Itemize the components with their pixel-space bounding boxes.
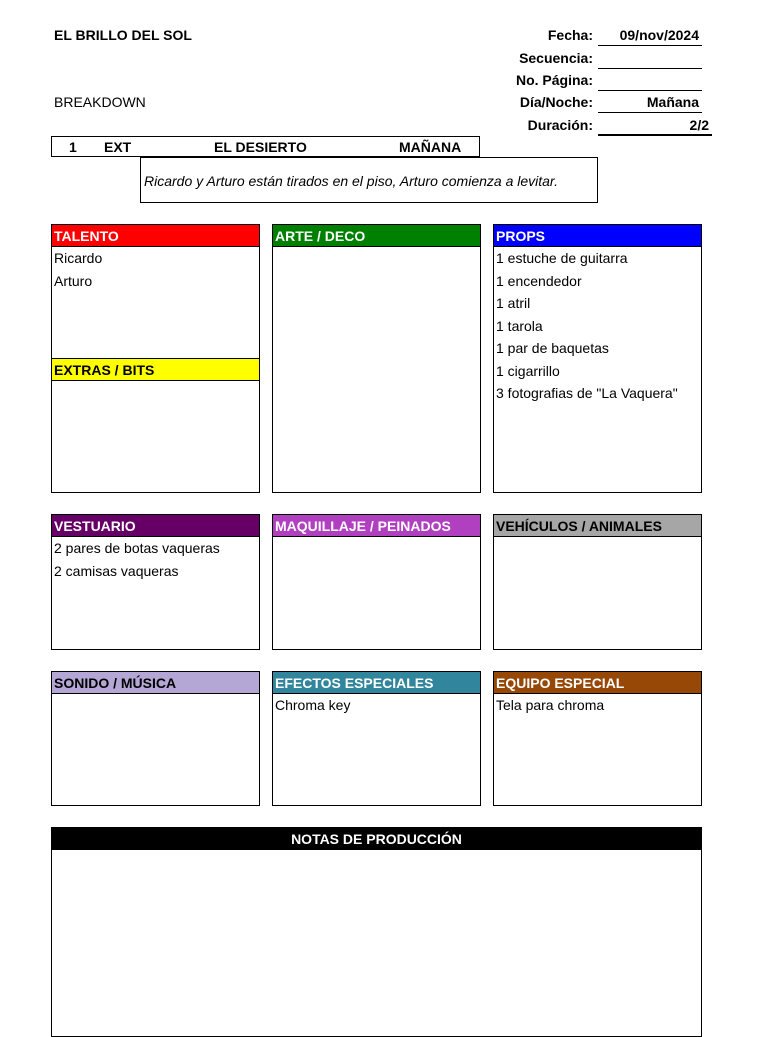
- panel-vestuario-item: 2 pares de botas vaqueras: [54, 540, 220, 556]
- scene-location: EL DESIERTO: [214, 139, 307, 155]
- panel-talento: [51, 224, 260, 359]
- panel-props-item: 1 atril: [496, 295, 531, 311]
- pagina-value[interactable]: [598, 72, 702, 91]
- panel-extras-items: [52, 381, 259, 382]
- scene-time: MAÑANA: [399, 139, 462, 155]
- panel-vehiculos-items: [494, 537, 701, 538]
- panel-equipo-item: Tela para chroma: [496, 697, 605, 713]
- panel-efectos-item: Chroma key: [275, 697, 351, 713]
- scene-synopsis: Ricardo y Arturo están tirados en el piso, Arturo comienza a levitar.: [140, 157, 598, 203]
- production-title: EL BRILLO DEL SOL: [54, 27, 192, 43]
- panel-props-item: 1 encendedor: [496, 272, 582, 289]
- panel-arte-items: [273, 247, 480, 248]
- panel-props-item: 1 estuche de guitarra: [496, 250, 628, 266]
- panel-talento-header: TALENTO: [52, 225, 259, 247]
- panel-sonido: [51, 671, 260, 806]
- panel-vestuario: [51, 514, 260, 650]
- panel-efectos-header: EFECTOS ESPECIALES: [273, 672, 480, 694]
- panel-equipo-items: [494, 694, 701, 718]
- fecha-label: Fecha:: [547, 27, 593, 43]
- panel-vestuario-items: [52, 537, 259, 583]
- panel-efectos: [272, 671, 481, 806]
- production-notes-header: NOTAS DE PRODUCCIÓN: [52, 828, 701, 850]
- panel-props: [493, 224, 702, 493]
- panel-arte: [272, 224, 481, 493]
- panel-vehiculos: [493, 514, 702, 650]
- panel-extras-header: EXTRAS / BITS: [52, 359, 259, 381]
- production-notes: [51, 827, 702, 1037]
- panel-equipo-header: EQUIPO ESPECIAL: [494, 672, 701, 694]
- duracion-label: Duración:: [527, 117, 593, 133]
- panel-sonido-items: [52, 694, 259, 695]
- panel-props-item: 3 fotografias de "La Vaquera": [496, 385, 678, 401]
- panel-arte-header: ARTE / DECO: [273, 225, 480, 247]
- secuencia-value[interactable]: [598, 50, 702, 69]
- document-type: BREAKDOWN: [54, 94, 146, 110]
- scene-header: [51, 136, 480, 157]
- scene-int-ext: EXT: [104, 139, 132, 155]
- panel-props-item: 1 tarola: [496, 317, 543, 334]
- panel-vestuario-header: VESTUARIO: [52, 515, 259, 537]
- pagina-label: No. Página:: [515, 72, 593, 88]
- panel-efectos-items: [273, 694, 480, 718]
- panel-props-item: 1 cigarrillo: [496, 362, 560, 379]
- dianoche-value[interactable]: Mañana: [598, 94, 702, 113]
- panel-sonido-header: SONIDO / MÚSICA: [52, 672, 259, 694]
- panel-talento-item: Ricardo: [54, 250, 103, 266]
- panel-equipo: [493, 671, 702, 806]
- panel-talento-item: Arturo: [54, 272, 93, 289]
- panel-vehiculos-header: VEHÍCULOS / ANIMALES: [494, 515, 701, 537]
- panel-props-header: PROPS: [494, 225, 701, 247]
- scene-number: 1: [69, 139, 77, 155]
- fecha-value[interactable]: 09/nov/2024: [598, 27, 702, 46]
- dianoche-label: Día/Noche:: [519, 94, 593, 110]
- panel-props-items: [494, 247, 701, 406]
- panel-maquillaje-header: MAQUILLAJE / PEINADOS: [273, 515, 480, 537]
- panel-extras: [51, 358, 260, 493]
- panel-maquillaje: [272, 514, 481, 650]
- panel-talento-items: [52, 247, 259, 293]
- panel-props-item: 1 par de baquetas: [496, 340, 609, 356]
- secuencia-label: Secuencia:: [519, 50, 593, 66]
- panel-vestuario-item: 2 camisas vaqueras: [54, 562, 179, 579]
- duracion-value[interactable]: 2/2: [598, 117, 712, 136]
- production-notes-area[interactable]: [52, 850, 701, 1035]
- panel-maquillaje-items: [273, 537, 480, 538]
